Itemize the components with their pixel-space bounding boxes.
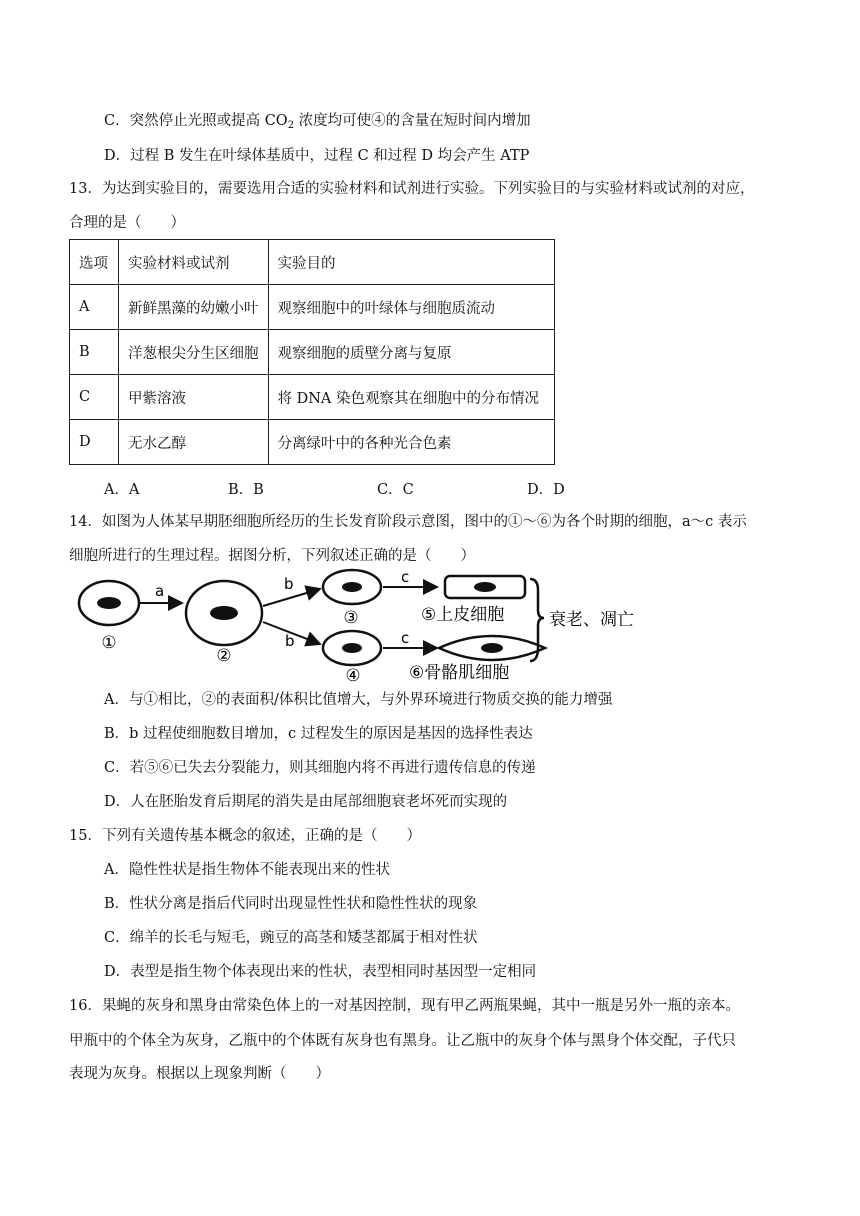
- cell-1-label: ①: [101, 633, 117, 653]
- answer-d: D．D: [527, 482, 565, 498]
- table-row: [70, 330, 555, 375]
- process-c-label-2: c: [401, 629, 410, 647]
- q15-option-a: A．隐性性状是指生物体不能表现出来的性状: [104, 862, 390, 878]
- cell-development-diagram: [72, 566, 662, 684]
- process-c-label-1: c: [401, 568, 410, 586]
- answer-c: C．C: [377, 482, 414, 498]
- q15-option-c: C．绵羊的长毛与短毛，豌豆的高茎和矮茎都属于相对性状: [104, 930, 478, 946]
- cell-3-label: ③: [343, 608, 359, 628]
- table-row: [70, 375, 555, 420]
- table-cell: C: [70, 375, 119, 420]
- table-header-cell: 实验目的: [268, 240, 554, 285]
- table-cell: A: [70, 285, 119, 330]
- q14-option-c: C．若⑤⑥已失去分裂能力，则其细胞内将不再进行遗传信息的传递: [104, 760, 536, 776]
- q14-option-d: D．人在胚胎发育后期尾的消失是由尾部细胞衰老坏死而实现的: [104, 794, 508, 810]
- table-cell: B: [70, 330, 119, 375]
- answer-a: A．A: [104, 482, 140, 498]
- answer-b: B．B: [228, 482, 264, 498]
- table-cell: 无水乙醇: [119, 420, 269, 465]
- table-cell: 新鲜黑藻的幼嫩小叶: [119, 285, 269, 330]
- q16-stem-line2: 甲瓶中的个体全为灰身，乙瓶中的个体既有灰身也有黑身。让乙瓶中的灰身个体与黑身个体交配，子代只: [69, 1033, 736, 1049]
- q16-stem-line3: 表现为灰身。根据以上现象判断（ ）: [69, 1066, 330, 1082]
- q12-option-d: D．过程 B 发生在叶绿体基质中，过程 C 和过程 D 均会产生 ATP: [104, 148, 530, 164]
- process-b-label-1: b: [284, 575, 294, 593]
- q13-stem-line1: 13．为达到实验目的，需要选用合适的实验材料和试剂进行实验。下列实验目的与实验材料或试剂的对应，: [69, 181, 755, 197]
- cell-6-nucleus: [481, 643, 503, 653]
- cell-4-label: ④: [345, 666, 361, 684]
- table-cell: 观察细胞的质壁分离与复原: [268, 330, 554, 375]
- q12-option-c: C．突然停止光照或提高 $CO_2$ 浓度均可使④的含量在短时间内增加: [104, 113, 531, 131]
- table-cell: 洋葱根尖分生区细胞: [119, 330, 269, 375]
- table-cell: 观察细胞中的叶绿体与细胞质流动: [268, 285, 554, 330]
- table-row: [70, 420, 555, 465]
- q14-option-a: A．与①相比，②的表面积/体积比值增大，与外界环境进行物质交换的能力增强: [104, 692, 613, 708]
- cell-3-nucleus: [342, 582, 362, 592]
- q13-table: [69, 239, 555, 465]
- table-cell: 将 DNA 染色观察其在细胞中的分布情况: [268, 375, 554, 420]
- q15-option-b: B．性状分离是指后代同时出现显性性状和隐性性状的现象: [104, 896, 478, 912]
- cell-5-nucleus: [474, 582, 496, 592]
- table-cell: 甲紫溶液: [119, 375, 269, 420]
- table-header-row: [70, 240, 555, 285]
- cell-4-nucleus: [342, 643, 362, 653]
- table-row: [70, 285, 555, 330]
- cell-2-label: ②: [216, 646, 232, 666]
- fate-label: 衰老、凋亡: [549, 610, 634, 630]
- table-cell: D: [70, 420, 119, 465]
- table-header-cell: 选项: [70, 240, 119, 285]
- process-b-label-2: b: [285, 632, 295, 650]
- q15-option-d: D．表型是指生物个体表现出来的性状，表型相同时基因型一定相同: [104, 964, 537, 980]
- cell-6-label: ⑥骨骼肌细胞: [409, 663, 510, 683]
- process-a-label: a: [155, 582, 165, 600]
- cell-1-nucleus: [97, 597, 121, 609]
- table-header-cell: 实验材料或试剂: [119, 240, 269, 285]
- cell-2-nucleus: [210, 606, 238, 620]
- table-cell: 分离绿叶中的各种光合色素: [268, 420, 554, 465]
- q15-stem: 15．下列有关遗传基本概念的叙述，正确的是（ ）: [69, 828, 421, 844]
- q13-stem-line2: 合理的是（ ）: [69, 215, 185, 231]
- q14-stem-line1: 14．如图为人体某早期胚细胞所经历的生长发育阶段示意图，图中的①～⑥为各个时期的细胞，a～c 表示: [69, 514, 747, 530]
- q16-stem-line1: 16．果蝇的灰身和黑身由常染色体上的一对基因控制，现有甲乙两瓶果蝇，其中一瓶是另外一瓶的亲本。: [69, 998, 740, 1014]
- q14-stem-line2: 细胞所进行的生理过程。据图分析，下列叙述正确的是（ ）: [69, 548, 475, 564]
- cell-5-label: ⑤上皮细胞: [421, 605, 505, 625]
- q14-option-b: B．b 过程使细胞数目增加，c 过程发生的原因是基因的选择性表达: [104, 726, 533, 742]
